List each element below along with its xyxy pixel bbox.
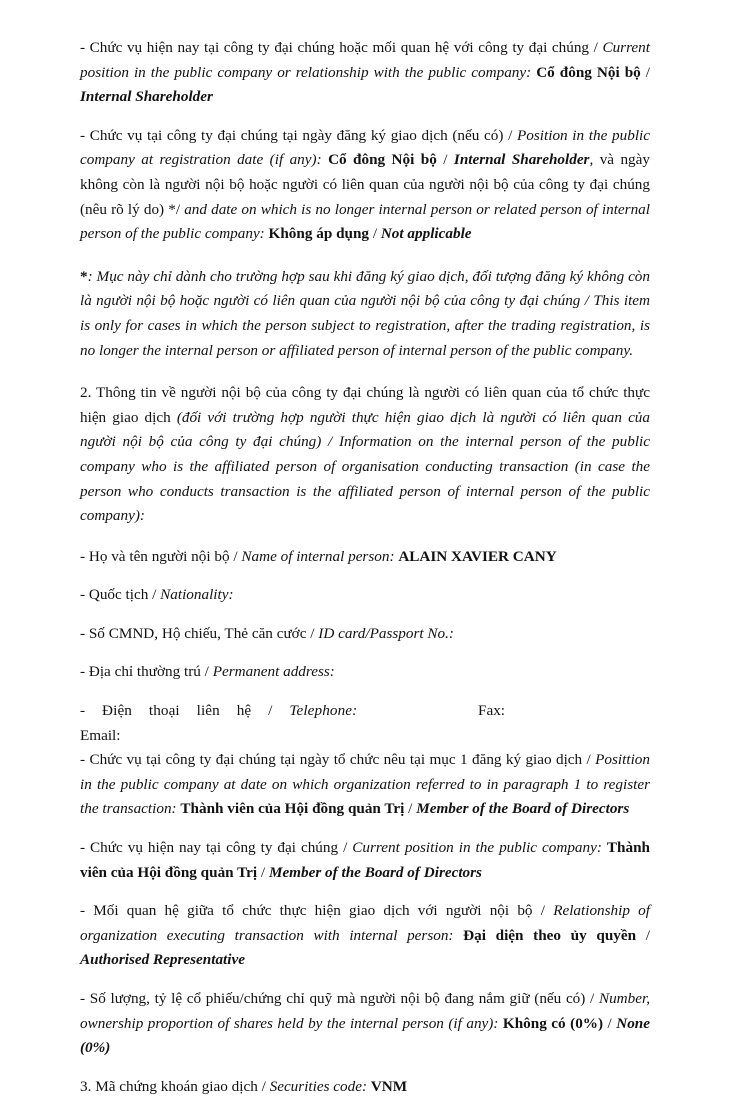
paragraph-name-of-internal-person [80,545,650,570]
text-run-italic: Nationality: [160,586,234,604]
paragraph-current-position-public-company [80,36,650,110]
text-run-bold-italic: Internal Shareholder [453,151,590,169]
text-run-italic: (đối với trường hợp người thực hiện giao dịch là người có liên quan của người nội bộ của công ty đại chúng) / Information on the internal person of the public company who is the affiliated person of organisation conducting transaction (in case the person who conducts transaction is the affiliated person of internal person of the public company): [80,408,650,525]
text-run-italic: Number, ownership proportion of shares held by the internal person (if any): [80,990,650,1032]
email-label: Email: [80,726,121,744]
telephone-row [80,699,650,724]
text-run-roman: 3. Mã chứng khoán giao dịch / [80,1077,270,1095]
text-run-bold: Đại diện theo ủy quyền [463,926,646,944]
text-run-italic: Name of internal person: [241,547,399,565]
paragraph-position-at-organization-date [80,748,650,822]
text-run-roman: 2. Thông tin về người nội bộ của công ty đại chúng là người có liên quan của tổ chức thực hiện giao dịch [80,384,650,426]
text-run-bold-italic: Not applicable [380,225,472,243]
text-run-roman: - Địa chỉ thường trú / [80,663,213,681]
text-run-roman: / [443,151,454,169]
text-run-bold-italic: None (0%) [80,1014,650,1057]
text-run-roman: - Số lượng, tỷ lệ cổ phiếu/chứng chỉ quỹ mà người nội bộ đang nắm giữ (nếu có) / [80,990,599,1007]
text-run-italic: ID card/Passport No.: [318,624,454,642]
paragraph-position-at-registration-date [80,124,650,247]
text-run-bold-italic: Authorised Representative [80,951,245,969]
paragraph-permanent-address [80,660,650,685]
paragraph-relationship-of-organization [80,899,650,973]
document-body [80,36,650,1110]
text-run-italic: Posittion in the public company at date on which organization referred to in paragraph 1 to register the transaction: [80,751,650,818]
paragraph-current-position-2 [80,836,650,885]
paragraph-footnote-asterisk [80,265,650,363]
text-run-roman: , và ngày không còn là người nội bộ hoặc người có liên quan của người nội bộ của công ty đại chúng (nêu rõ lý do) */ [80,151,650,218]
text-run-roman: / [372,225,381,243]
text-run-italic: : Mục này chỉ dành cho trường hợp sau khi đăng ký giao dịch, đối tượng đăng ký không còn là người nội bộ hoặc người có liên quan của người nội bộ của công ty đại chúng / This item is only for cases in which the person subject to registration, after the trading registration, is no longer the internal person or affiliated person of internal person of the public company. [80,267,650,359]
paragraph-securities-code [80,1075,650,1100]
paragraph-ownership-proportion [80,987,650,1061]
text-run-italic: Permanent address: [212,663,335,681]
text-run-bold: Không có (0%) [502,1014,608,1032]
text-run-roman: - Chức vụ hiện nay tại công ty đại chúng / [80,839,353,857]
text-run-roman: - Số CMND, Hộ chiếu, Thẻ căn cước / [80,624,319,642]
text-run-roman: / [645,926,650,944]
text-run-bold: VNM [370,1077,408,1095]
text-run-bold-italic: Member of the Board of Directors [416,800,630,818]
text-run-italic: Position in the public company at registration date (if any): [80,126,650,169]
text-run-roman: - Chức vụ hiện nay tại công ty đại chúng hoặc mối quan hệ với công ty đại chúng / [80,39,603,56]
text-run-bold: Thành viên của Hội đồng quản Trị [80,839,650,881]
text-run-roman: / [260,863,269,881]
text-run-italic: Current position in the public company or relationship with the public company: [80,39,650,81]
text-run-roman: - Mối quan hệ giữa tổ chức thực hiện giao dịch với người nội bộ / [80,902,554,920]
text-run-bold: ALAIN XAVIER CANY [398,547,557,565]
text-run-bold-italic: Internal Shareholder [80,88,213,106]
telephone-label: - Điện thoại liên hệ / Telephone: [80,702,358,720]
text-run-roman: - Họ và tên người nội bộ / [80,547,242,565]
text-run-roman: - Quốc tịch / [80,586,161,604]
paragraph-section-2-heading [80,381,650,529]
text-run-bold: Không áp dụng [268,225,373,243]
paragraph-nationality [80,583,650,608]
text-run-bold: Cổ đông Nội bộ [328,151,444,169]
text-run-italic: and date on which is no longer internal person or related person of internal person of the public company: [80,200,650,243]
text-run-bold: Thành viên của Hội đồng quản Trị [180,800,409,818]
text-run-roman: / [645,63,650,81]
text-run-italic: Securities code: [269,1077,371,1095]
text-run-italic: Relationship of organization executing transaction with internal person: [80,902,650,944]
text-run-bold: Cổ đông Nội bộ [536,63,646,81]
text-run-roman: - Chức vụ tại công ty đại chúng tại ngày tổ chức nêu tại mục 1 đăng ký giao dịch / [80,751,596,769]
text-run-bold-italic: Member of the Board of Directors [268,863,482,881]
text-run-bold: * [80,267,88,285]
paragraph-id-card-passport [80,622,650,647]
text-run-roman: / [408,800,417,818]
text-run-roman: / [607,1014,617,1032]
fax-label: Fax: [478,702,506,720]
telephone-label-en: Telephone: [289,702,358,720]
text-run-roman: - Chức vụ tại công ty đại chúng tại ngày đăng ký giao dịch (nếu có) / [80,126,517,144]
text-run-italic: Current position in the public company: [352,839,607,857]
